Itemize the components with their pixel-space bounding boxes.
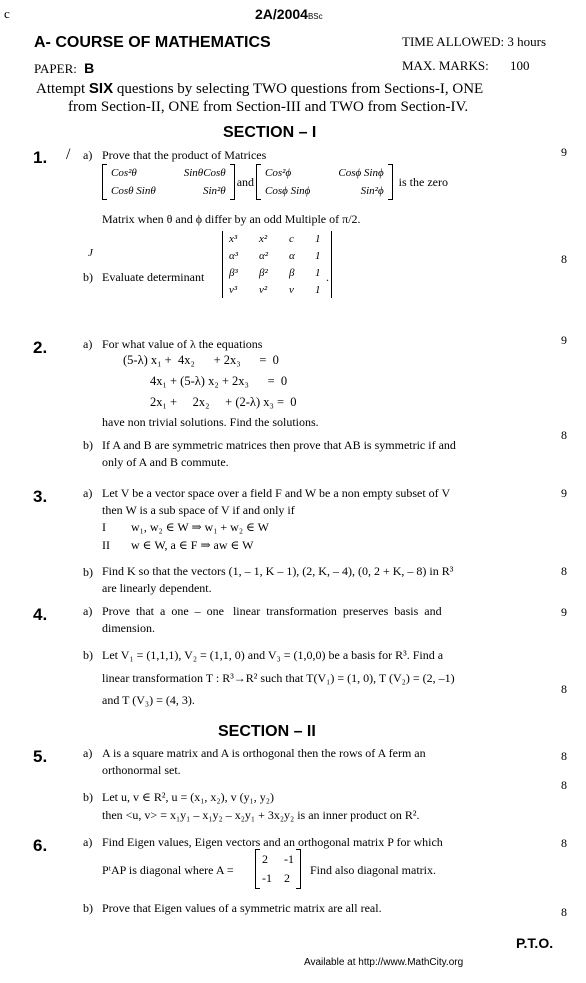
matrix-phi	[256, 165, 393, 199]
q1a-tail: is the zero	[398, 174, 448, 189]
instructions-prefix: Attempt	[36, 81, 86, 97]
q4a-marks: 9	[561, 605, 567, 619]
q5b-line1: Let u, v ∈ R², u = (x₁, x₂), v (y₁, y₂)	[102, 790, 274, 804]
course-title: A- COURSE OF MATHEMATICS	[34, 34, 271, 51]
tick-mark: /	[66, 146, 71, 163]
matrix-theta	[102, 165, 235, 199]
q1b-determinant	[222, 231, 332, 298]
paper-code	[255, 6, 323, 24]
m1-cell: SinθCosθ	[183, 167, 226, 179]
q2b-marks: 8	[561, 428, 567, 442]
q1-number: 1.	[33, 148, 48, 167]
time-allowed: TIME ALLOWED: 3 hours	[402, 34, 547, 49]
q3a-cond2-label: II	[102, 538, 110, 552]
q4b-line3: and T (V₃) = (4, 3).	[102, 693, 195, 707]
q2-eq3: 2x₁ + 2x₂ + (2-λ) x₃ = 0	[150, 395, 297, 409]
q3b-label: b)	[83, 565, 93, 579]
q5-number: 5.	[33, 747, 48, 766]
q6a-line2-pre: PᵗAP is diagonal where A =	[102, 863, 234, 877]
a-cell: 2	[284, 871, 290, 885]
q1a-label: a)	[83, 148, 93, 162]
q6b-marks: 8	[561, 905, 567, 919]
paper-line	[34, 60, 94, 77]
determinant-grid	[222, 231, 332, 298]
q6a-matrix	[255, 850, 301, 888]
q3a-line2: then W is a sub space of V if and only if	[102, 503, 295, 517]
instructions-rest: questions by selecting TWO questions from Sections-I, ONE	[116, 81, 484, 97]
det-cell: α	[289, 250, 295, 262]
max-marks-label: MAX. MARKS:	[402, 58, 489, 73]
q2-number: 2.	[33, 338, 48, 357]
q5a-line1: A is a square matrix and A is orthogonal then the rows of A ferm an	[102, 746, 426, 760]
q5b-line2: then <u, v> = x₁y₁ – x₁y₂ – x₂y₁ + 3x₂y₂ is an inner product on R².	[102, 808, 420, 822]
section1-title: SECTION – I	[223, 124, 317, 141]
det-cell: 1	[315, 233, 321, 245]
det-cell: 1	[315, 284, 321, 296]
max-marks-line	[402, 58, 529, 74]
q6b-label: b)	[83, 901, 93, 915]
q6-number: 6.	[33, 836, 48, 855]
max-marks-value: 100	[509, 58, 530, 73]
paper-value: B	[84, 60, 95, 76]
q1b-text: Evaluate determinant	[102, 270, 205, 284]
det-cell: x²	[259, 233, 268, 245]
q6a-marks: 8	[561, 836, 567, 850]
q6a-line2-post: Find also diagonal matrix.	[310, 863, 436, 877]
det-cell: 1	[315, 267, 321, 279]
q3b-line1: Find K so that the vectors (1, – 1, K – 1), (2, K, – 4), (0, 2 + K, – 8) in R³	[102, 564, 454, 578]
m1-cell: Sin²θ	[202, 185, 226, 197]
det-cell: β²	[259, 267, 268, 279]
q2a-text: For what value of λ the equations	[102, 337, 263, 351]
q4a-label: a)	[83, 604, 93, 618]
det-cell: β³	[229, 267, 238, 279]
det-cell: α²	[259, 250, 269, 262]
instructions-line1	[36, 80, 483, 98]
det-cell: β	[289, 267, 295, 279]
det-cell: ν²	[259, 284, 268, 296]
q4b-marks: 8	[561, 682, 567, 696]
and-word: and	[236, 174, 255, 189]
q3a-cond1-label: I	[102, 520, 106, 534]
q5a-label: a)	[83, 746, 93, 760]
det-cell: α³	[229, 250, 239, 262]
q2a-label: a)	[83, 337, 93, 351]
section2-title: SECTION – II	[218, 723, 316, 740]
q4a-line1: Prove that a one – one linear transformation preserves basis and	[102, 604, 442, 618]
q1a-matrix-row	[102, 165, 448, 199]
q4-number: 4.	[33, 605, 48, 624]
m2-cell: Cos²ϕ	[265, 167, 292, 179]
q2b-line2: only of A and B commute.	[102, 455, 229, 469]
q2-eq1: (5-λ) x₁ + 4x₂ + 2x₃ = 0	[123, 353, 279, 367]
source-credit: Available at http://www.MathCity.org	[304, 957, 464, 968]
a-cell: -1	[284, 852, 294, 866]
q2b-line1: If A and B are symmetric matrices then prove that AB is symmetric if and	[102, 438, 456, 452]
m1-cell: Cosθ Sinθ	[111, 185, 156, 197]
q3a-line1: Let V be a vector space over a field F and W be a non empty subset of V	[102, 486, 451, 500]
q6a-label: a)	[83, 835, 93, 849]
paper-code-suffix: BSc	[307, 12, 323, 21]
q2a-tail: have non trivial solutions. Find the solutions.	[102, 415, 319, 429]
det-cell: c	[289, 233, 294, 245]
q3a-cond1: w₁, w₂ ∈ W ⇒ w₁ + w₂ ∈ W	[131, 520, 269, 534]
corner-mark: c	[4, 6, 10, 21]
q2a-marks: 9	[561, 333, 567, 347]
q4a-line2: dimension.	[102, 621, 155, 635]
q3a-cond2: w ∈ W, a ∈ F ⇒ aw ∈ W	[131, 538, 254, 552]
instructions-bold: SIX	[88, 80, 114, 97]
q4b-label: b)	[83, 648, 93, 662]
q3a-label: a)	[83, 486, 93, 500]
margin-mark: J	[88, 247, 93, 259]
m2-cell: Cosϕ Sinϕ	[265, 185, 311, 197]
det-cell: 1	[315, 250, 321, 262]
q5a-line2: orthonormal set.	[102, 763, 181, 777]
q3-number: 3.	[33, 487, 48, 506]
a-cell: 2	[262, 852, 268, 866]
q1b-label: b)	[83, 270, 93, 284]
q5b-label: b)	[83, 790, 93, 804]
q1b-marks: 8	[561, 252, 567, 266]
q6a-line1: Find Eigen values, Eigen vectors and an orthogonal matrix P for which	[102, 835, 443, 849]
a-cell: -1	[262, 871, 272, 885]
matrix-a	[255, 850, 301, 888]
q5a-marks: 8	[561, 749, 567, 763]
paper-code-main: 2A/2004	[255, 6, 308, 22]
det-cell: x³	[229, 233, 238, 245]
det-cell: ν³	[229, 284, 238, 296]
q2b-label: b)	[83, 438, 93, 452]
paper-label: PAPER:	[34, 61, 77, 76]
q1a-line2: Matrix when θ and ϕ differ by an odd Multiple of π/2.	[102, 212, 361, 226]
q2-eq2: 4x₁ + (5-λ) x₂ + 2x₃ = 0	[150, 374, 288, 388]
q3a-marks: 9	[561, 486, 567, 500]
m2-cell: Cosϕ Sinϕ	[338, 167, 384, 179]
pto-label: P.T.O.	[516, 935, 554, 951]
m2-cell: Sin²ϕ	[360, 185, 384, 197]
q3b-marks: 8	[561, 564, 567, 578]
det-cell: ν	[289, 284, 294, 296]
q4b-line2: linear transformation T : R³→R² such that T(V₁) = (1, 0), T (V₂) = (2, –1)	[102, 671, 455, 685]
q5b-marks: 8	[561, 778, 567, 792]
q4b-line1: Let V₁ = (1,1,1), V₂ = (1,1, 0) and V₃ = (1,0,0) be a basis for R³. Find a	[102, 648, 444, 662]
q3b-line2: are linearly dependent.	[102, 581, 212, 595]
q1a-text: Prove that the product of Matrices	[102, 148, 267, 162]
m1-cell: Cos²θ	[111, 167, 137, 179]
q1b-tail: .	[326, 270, 329, 284]
q6b-text: Prove that Eigen values of a symmetric matrix are all real.	[102, 901, 382, 915]
q1a-marks: 9	[561, 145, 567, 159]
instructions-line2: from Section-II, ONE from Section-III and TWO from Section-IV.	[68, 99, 469, 115]
